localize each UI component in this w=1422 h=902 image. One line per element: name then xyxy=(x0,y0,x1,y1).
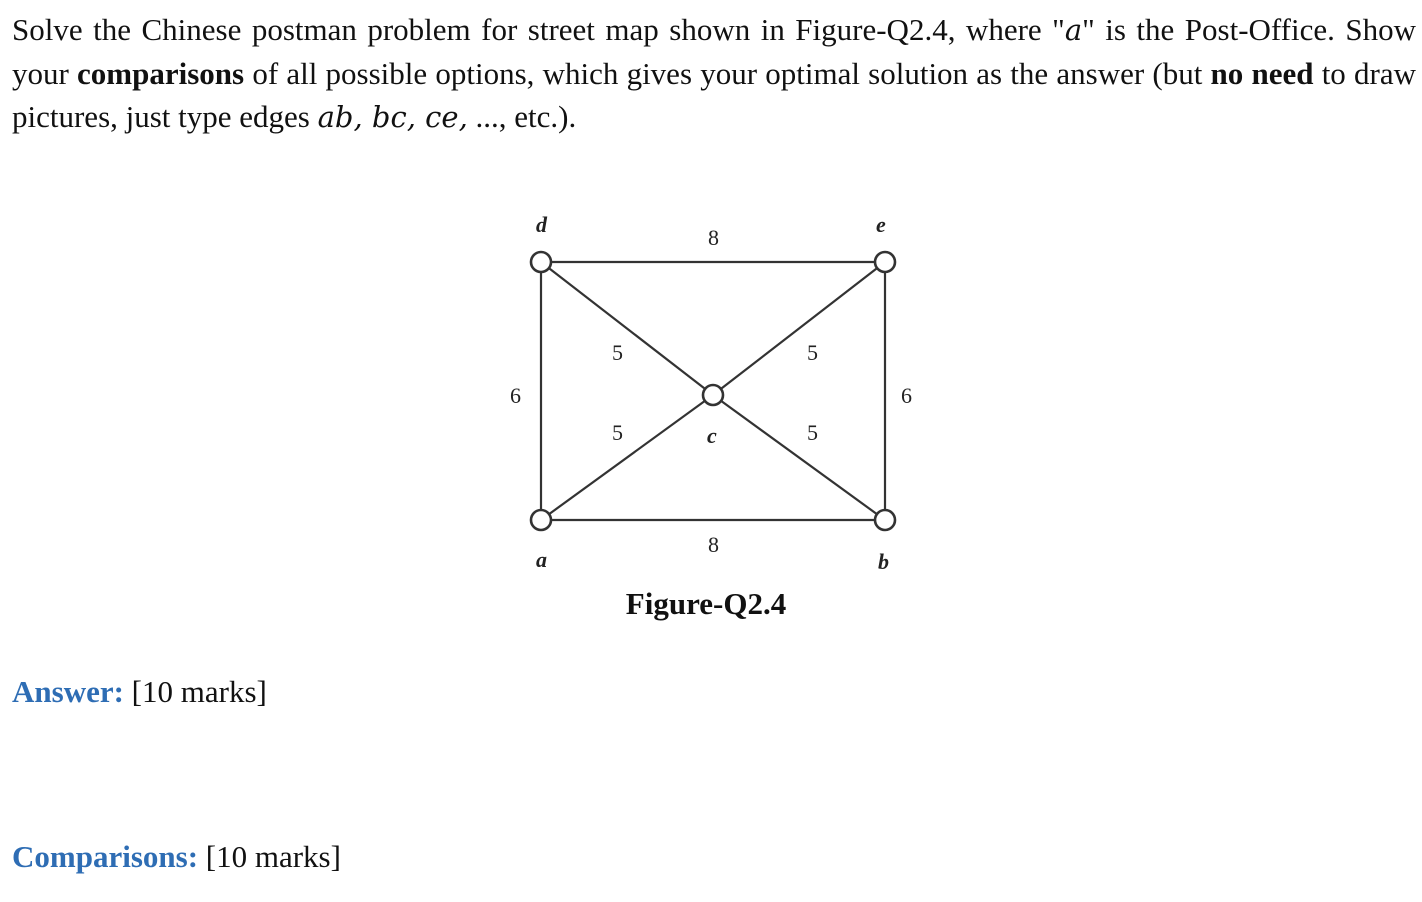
weight-label-ce: 5 xyxy=(807,340,818,365)
question-part-3: of all possible options, which gives your optimal solution as the answer (but xyxy=(244,56,1211,91)
node-d xyxy=(531,252,551,272)
post-office-variable: a xyxy=(1064,13,1083,47)
comparisons-marks: [10 marks] xyxy=(205,839,341,874)
comparisons-section xyxy=(12,837,341,877)
node-c xyxy=(703,385,723,405)
bold-no-need: no need xyxy=(1210,56,1314,91)
weight-label-ac: 5 xyxy=(612,420,623,445)
edge-ce xyxy=(713,262,885,395)
figure-caption-text: Figure-Q2.4 xyxy=(625,586,787,621)
comparisons-label: Comparisons: xyxy=(12,839,199,874)
question-part-1: Solve the Chinese postman problem for street map shown in Figure-Q2.4, where " xyxy=(12,12,1065,47)
answer-label: Answer: xyxy=(12,674,124,709)
node-label-b: b xyxy=(878,549,889,574)
question-text xyxy=(12,8,1416,139)
weight-label-be: 6 xyxy=(901,383,912,408)
weight-label-cb: 5 xyxy=(807,420,818,445)
answer-marks: [10 marks] xyxy=(131,674,267,709)
node-a xyxy=(531,510,551,530)
question-part-2: " is the Post-Office. Show your xyxy=(12,12,1416,91)
weight-label-ab: 8 xyxy=(708,532,719,557)
node-e xyxy=(875,252,895,272)
edge-cb xyxy=(713,395,885,520)
figure-caption xyxy=(0,584,1422,624)
question-part-4: to draw pictures, just type edges xyxy=(12,56,1416,134)
edge-dc xyxy=(541,262,713,395)
edge-examples: ab, bc, ce, xyxy=(317,100,468,134)
node-label-d: d xyxy=(536,212,547,237)
bold-comparisons: comparisons xyxy=(77,56,245,91)
node-b xyxy=(875,510,895,530)
node-label-a: a xyxy=(536,547,547,572)
graph-figure xyxy=(500,200,930,580)
weight-label-ad: 6 xyxy=(510,383,521,408)
weight-label-dc: 5 xyxy=(612,340,623,365)
answer-section xyxy=(12,672,267,712)
question-part-5: ..., etc.). xyxy=(467,99,577,134)
graph-svg xyxy=(500,200,930,580)
edge-ac xyxy=(541,395,713,520)
weight-label-de: 8 xyxy=(708,225,719,250)
node-label-c: c xyxy=(707,423,717,448)
node-label-e: e xyxy=(876,212,886,237)
